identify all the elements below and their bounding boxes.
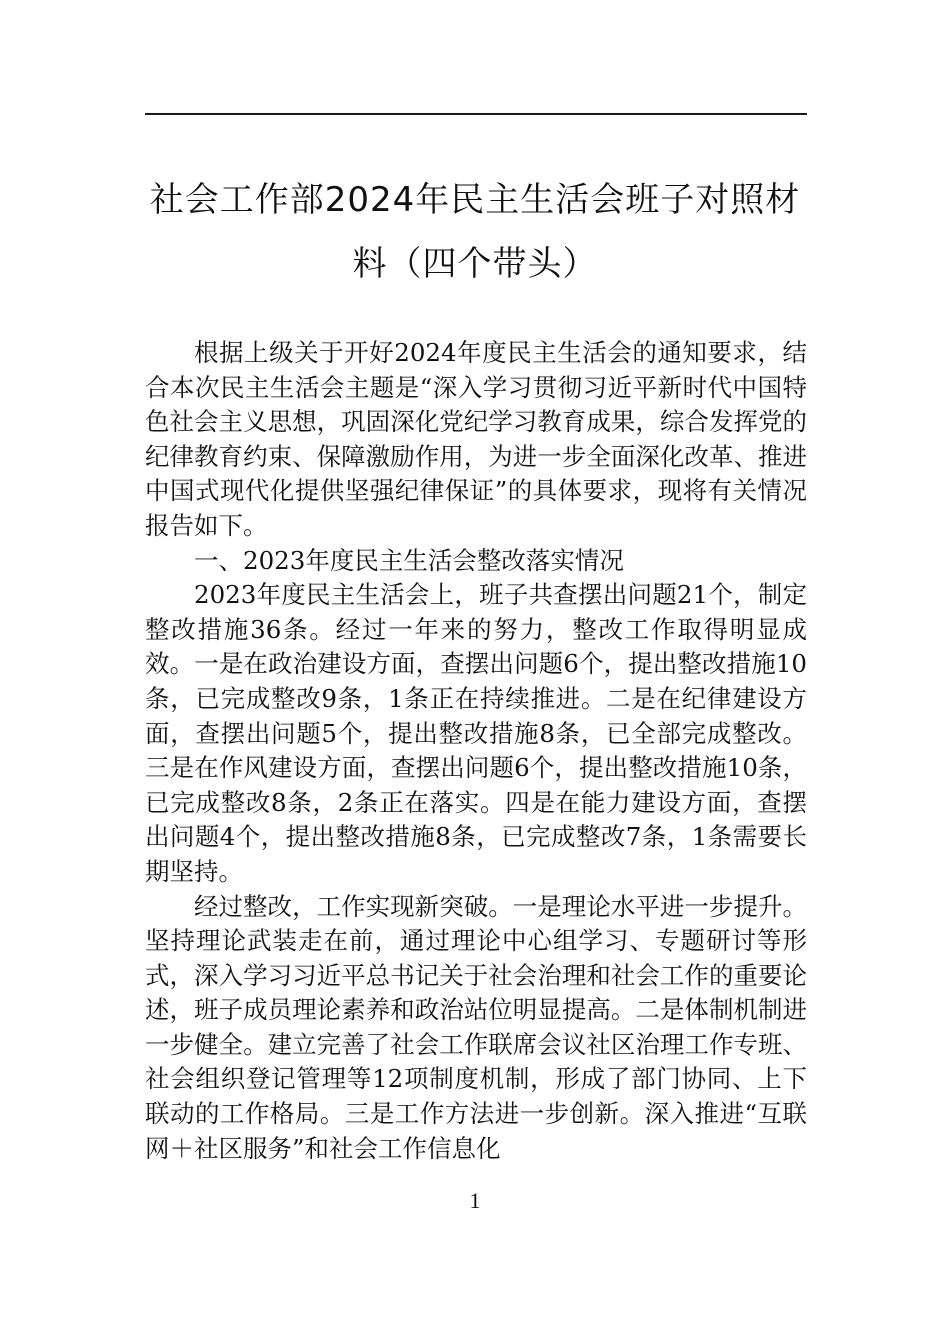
- document-body: [145, 336, 807, 1166]
- title-line-1: 社会工作部2024年民主生活会班子对照材: [149, 180, 801, 220]
- rectification-paragraph: 2023年度民主生活会上，班子共查摆出问题21个，制定整改措施36条。经过一年来的努力，整改工作取得明显成效。一是在政治建设方面，查摆出问题6个，提出整改措施10条，已完成整改9条，1条正在持续推进。二是在纪律建设方面，查摆出问题5个，提出整改措施8条，已全部完成整改。三是在作风建设方面，查摆出问题6个，提出整改措施10条，已完成整改8条，2条正在落实。四是在能力建设方面，查摆出问题4个，提出整改措施8条，已完成整改7条，1条需要长期坚持。: [145, 580, 807, 886]
- header-rule: [145, 113, 807, 115]
- progress-paragraph: 经过整改，工作实现新突破。一是理论水平进一步提升。坚持理论武装走在前，通过理论中心组学习、专题研讨等形式，深入学习习近平总书记关于社会治理和社会工作的重要论述，班子成员理论素养和政治站位明显提高。二是体制机制进一步健全。建立完善了社会工作联席会议社区治理工作专班、社会组织登记管理等12项制度机制，形成了部门协同、上下联动的工作格局。三是工作方法进一步创新。深入推进“互联网＋社区服务”和社会工作信息化: [145, 891, 807, 1163]
- intro-paragraph: 根据上级关于开好2024年度民主生活会的通知要求，结合本次民主生活会主题是“深入学习贯彻习近平新时代中国特色社会主义思想，巩固深化党纪学习教育成果，综合发挥党的纪律教育约束、保障激励作用，为进一步全面深化改革、推进中国式现代化提供坚强纪律保证”的具体要求，现将有关情况报告如下。: [145, 338, 807, 540]
- title-line-2: 料（四个带头）: [352, 244, 598, 284]
- section-heading-1: 一、2023年度民主生活会整改落实情况: [194, 545, 624, 575]
- page-number: 1: [469, 1188, 481, 1213]
- document-title: [130, 168, 820, 296]
